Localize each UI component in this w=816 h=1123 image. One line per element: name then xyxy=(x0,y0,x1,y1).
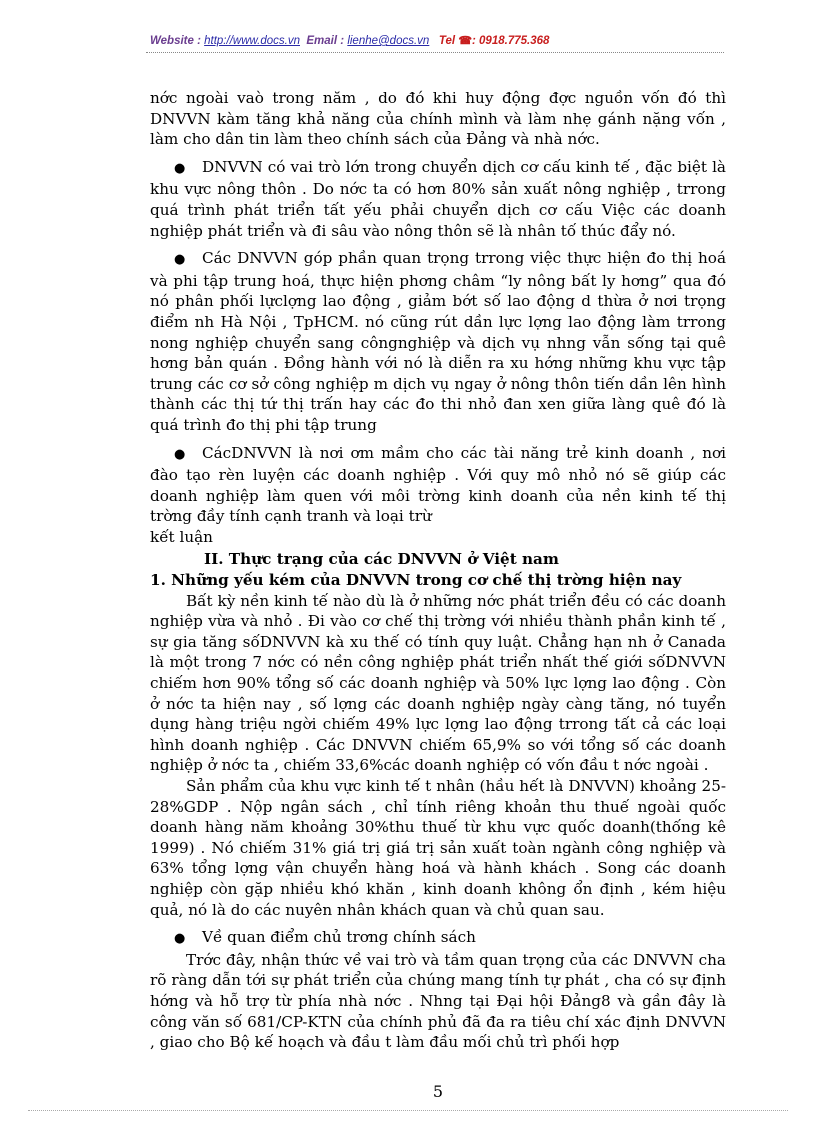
section-heading: II. Thực trạng của các DNVVN ở Việt nam xyxy=(204,550,559,569)
website-link[interactable]: http://www.docs.vn xyxy=(204,35,300,47)
conclusion-text: kết luận xyxy=(150,527,213,546)
bullet-text: Về quan điểm chủ trơng chính sách xyxy=(202,928,476,947)
paragraph: Trớc đây, nhận thức về vai trò và tầm quan trọng của các DNVVN cha rõ ràng dẫn tới sự phát triển của chúng mang tính tự phát , cha có sự định hớng và hỗ trợ từ phía nhà nớc . Nhng tại Đại hội Đảng8 và gần đây là công văn số 681/CP-KTN của chính phủ đã đa ra tiêu chí xác định DNVVN , giao cho Bộ kế hoạch và đầu t làm đầu mối chủ trì phối hợp xyxy=(150,950,726,1052)
page-header xyxy=(150,34,670,50)
page-number: 5 xyxy=(432,1082,444,1101)
email-label: Email : xyxy=(306,35,345,47)
bullet-item xyxy=(150,248,726,435)
bullet-text: DNVVN có vai trò lớn trong chuyển dịch cơ cấu kinh tế , đặc biệt là khu vực nông thôn . Do nớc ta có hơn 80% sản xuất nông nghiệp , trrong quá trình phát triển tất yếu phải chuyển dịch cơ cấu Việc các doanh nghiệp phát triển và đi sâu vào nông thôn sẽ là nhân tố thúc đẩy nó. xyxy=(150,157,726,240)
bullet-item xyxy=(150,157,726,241)
paragraph: nớc ngoài vaò trong năm , do đó khi huy động đợc nguồn vốn đó thì DNVVN kàm tăng khả năng của chính mình và làm nhẹ gánh nặng vốn , làm cho dân tin làm theo chính sách của Đảng và nhà nớc. xyxy=(150,89,726,149)
bullet-icon: ● xyxy=(174,446,186,462)
document-body xyxy=(150,88,726,1053)
subsection-heading: 1. Những yếu kém của DNVVN trong cơ chế thị trờng hiện nay xyxy=(150,571,682,590)
bullet-text: CácDNVVN là nơi ơm mầm cho các tài năng trẻ kinh doanh , nơi đào tạo rèn luyện các doanh nghiệp . Với quy mô nhỏ nó sẽ giúp các doanh nghiệp làm quen với môi trờng kinh doanh của nền kinh tế thị trờng đầy tính cạnh tranh và loại trừ xyxy=(150,443,726,526)
bullet-icon: ● xyxy=(174,931,186,947)
phone-icon: ☎ xyxy=(458,35,473,47)
paragraph: Bất kỳ nền kinh tế nào dù là ở những nớc phát triển đều có các doanh nghiệp vừa và nhỏ . Đi vào cơ chế thị trờng với nhiều thành phần kinh tế , sự gia tăng sốDNVVN kà xu thế có tính quy luật. Chẳng hạn nh ở Canada là một trong 7 nớc có nền công nghiệp phát triển nhất thế giới sốDNVVN chiếm hơn 90% tổng số các doanh nghiệp và 50% lực lợng lao động . Còn ở nớc ta hiện nay , số lợng các doanh nghiệp ngày càng tăng, nó tuyển dụng hàng triệu ngời chiếm 49% lực lợng lao động trrong tất cả các loại hình doanh nghiệp . Các DNVVN chiếm 65,9% so với tổng số các doanh nghiệp ở nớc ta , chiếm 33,6%các doanh nghiệp có vốn đầu t nớc ngoài . xyxy=(150,591,726,775)
header-divider xyxy=(146,52,724,53)
bullet-item xyxy=(150,443,726,527)
email-link[interactable]: lienhe@docs.vn xyxy=(347,35,430,47)
bullet-icon: ● xyxy=(174,160,186,176)
bullet-item xyxy=(150,927,726,950)
website-label: Website : xyxy=(150,35,201,47)
tel-number: : 0918.775.368 xyxy=(472,35,550,47)
tel-label: Tel xyxy=(438,35,456,47)
bullet-icon: ● xyxy=(174,252,186,268)
paragraph: Sản phẩm của khu vực kinh tế t nhân (hầu hết là DNVVN) khoảng 25-28%GDP . Nộp ngân sách , chỉ tính riêng khoản thu thuế ngoài quốc doanh hàng năm khoảng 30%thu thuế từ khu vực quốc doanh(thống kê 1999) . Nó chiếm 31% giá trị giá trị sản xuất toàn ngành công nghiệp và 63% tổng lợng vận chuyển hàng hoá và hành khách . Song các doanh nghiệp còn gặp nhiều khó khăn , kinh doanh không ổn định , kém hiệu quả, nó là do các nuyên nhân khách quan và chủ quan sau. xyxy=(150,777,726,919)
footer-divider xyxy=(28,1110,788,1111)
bullet-text: Các DNVVN góp phần quan trọng trrong việc thực hiện đo thị hoá và phi tập trung hoá, thực hiện phơng châm “ly nông bất ly hơng” qua đó nó phân phối lựclợng lao động , giảm bớt số lao động d thừa ở nơi trọng điểm nh Hà Nội , TpHCM. nó cũng rút dần lực lợng lao động làm trrong nong nghiệp chuyển sang côngnghiệp và dịch vụ nhng vẫn sống tại quê hơng bản quán . Đồng hành với nó là diễn ra xu hớng những khu vực tập trung các cơ sở công nghiệp m dịch vụ ngay ở nông thôn tiến dần lên hình thành các thị tứ thị trấn hay các đo thi nhỏ đan xen giữa làng quê đó là quá trình đo thị phi tập trung xyxy=(150,249,726,434)
